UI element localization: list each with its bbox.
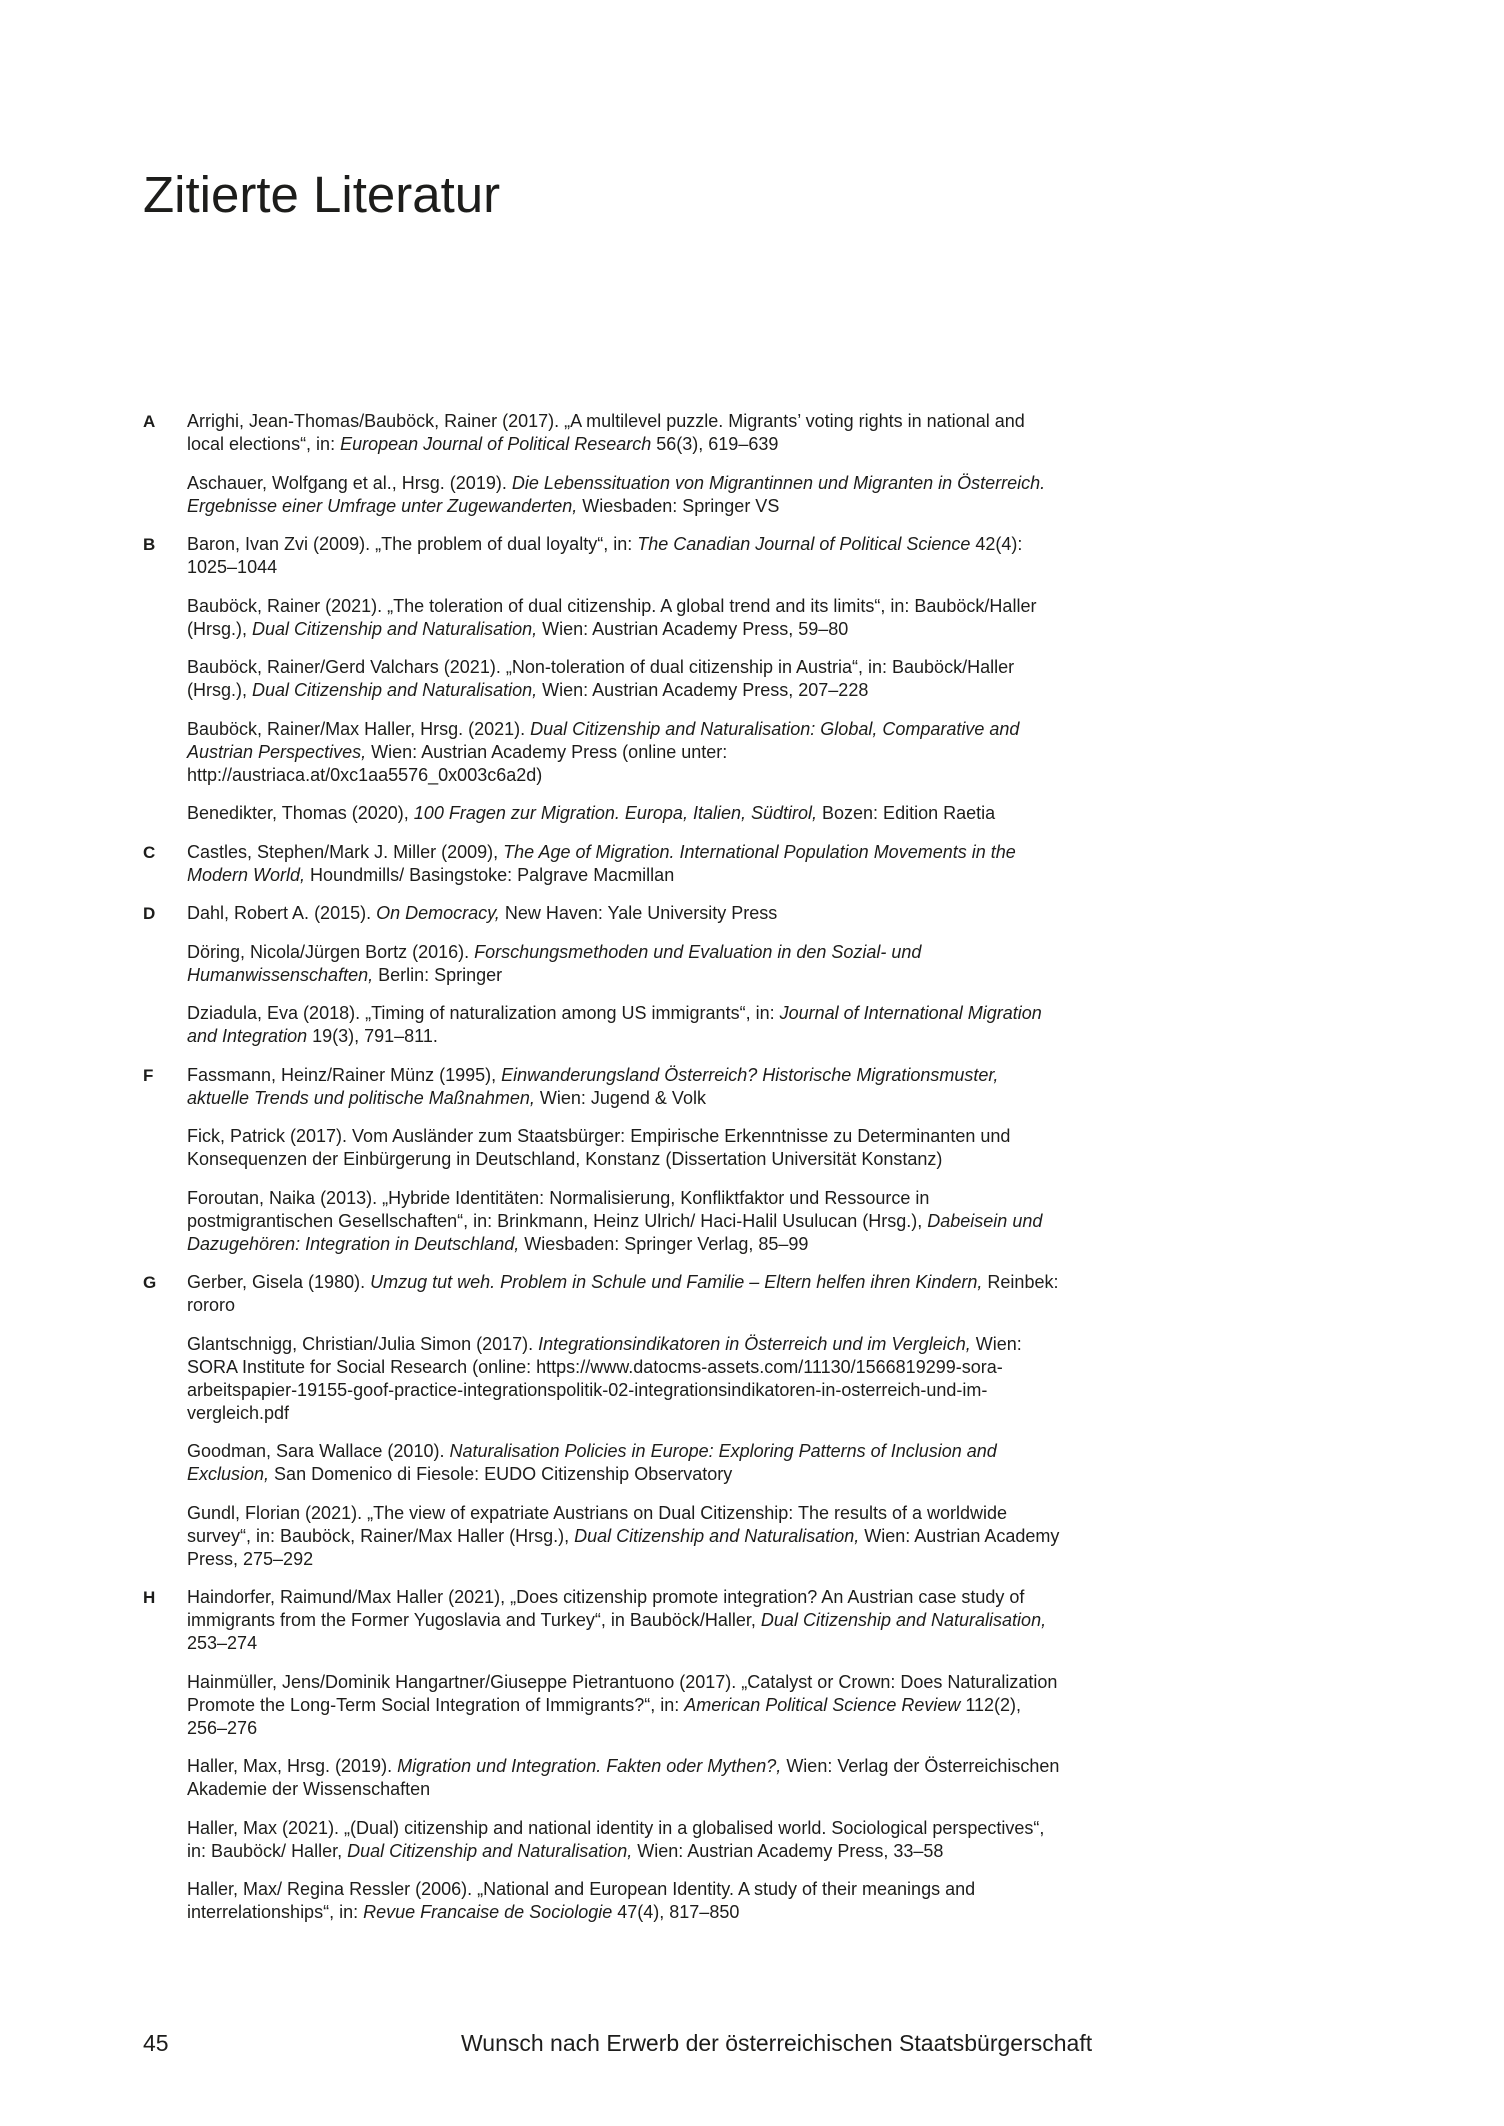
reference-entry: Bauböck, Rainer/Gerd Valchars (2021). „Non-toleration of dual citizenship in Austria“, in: Bauböck/Haller (Hrsg.), Dual Citizenship and Naturalisation, Wien: Austrian Academy Press, 207–228 xyxy=(187,657,1015,700)
alphabet-letter: D xyxy=(143,904,156,923)
reference-entry: F Fassmann, Heinz/Rainer Münz (1995), Einwanderungsland Österreich? Historische Migrationsmuster, aktuelle Trends und politische Maßnahmen, Wien: Jugend & Volk xyxy=(143,1064,999,1108)
reference-entry: A Arrighi, Jean-Thomas/Bauböck, Rainer (2017). „A multilevel puzzle. Migrants’ voting rights in national and local elections“, in: European Journal of Political Research 56(3), 619–639 xyxy=(143,411,1025,454)
page-number: 45 xyxy=(143,2030,169,2056)
reference-entry: D Dahl, Robert A. (2015). On Democracy, New Haven: Yale University Press xyxy=(143,903,778,923)
reference-list xyxy=(143,410,1063,1940)
alphabet-letter: C xyxy=(143,842,156,862)
reference-entry: Haller, Max (2021). „(Dual) citizenship and national identity in a globalised world. Sociological perspectives“, in: Bauböck/ Haller, Dual Citizenship and Naturalisation, Wien: Austrian Academy Press, 33–58 xyxy=(187,1817,1045,1861)
reference-entry: Haller, Max/ Regina Ressler (2006). „National and European Identity. A study of their meanings and interrelationships“, in: Revue Francaise de Sociologie 47(4), 817–850 xyxy=(187,1879,976,1922)
alphabet-letter: G xyxy=(143,1273,157,1292)
reference-entry: C Castles, Stephen/Mark J. Miller (2009), The Age of Migration. International Population Movements in the Modern World, Houndmills/ Basingstoke: Palgrave Macmillan xyxy=(143,841,1016,885)
page-title: Zitierte Literatur xyxy=(143,166,501,223)
reference-entry: Hainmüller, Jens/Dominik Hangartner/Giuseppe Pietrantuono (2017). „Catalyst or Crown: Does Naturalization Promote the Long-Term Social Integration of Immigrants?“, in: American Political Science Review 112(2), 256–276 xyxy=(187,1671,1058,1738)
reference-entry: Dziadula, Eva (2018). „Timing of naturalization among US immigrants“, in: Journal of International Migration and Integration 19(3), 791–811. xyxy=(187,1003,1042,1046)
reference-entry: Benedikter, Thomas (2020), 100 Fragen zur Migration. Europa, Italien, Südtirol, Bozen: Edition Raetia xyxy=(187,803,996,823)
reference-entry: Haller, Max, Hrsg. (2019). Migration und Integration. Fakten oder Mythen?, Wien: Verlag der Österreichischen Akademie der Wissenschaften xyxy=(187,1756,1060,1799)
reference-entry: Goodman, Sara Wallace (2010). Naturalisation Policies in Europe: Exploring Patterns of Inclusion and Exclusion, San Domenico di Fiesole: EUDO Citizenship Observatory xyxy=(187,1441,997,1484)
running-title: Wunsch nach Erwerb der österreichischen Staatsbürgerschaft xyxy=(461,2030,1093,2056)
reference-entry: Foroutan, Naika (2013). „Hybride Identitäten: Normalisierung, Konfliktfaktor und Ressource in postmigrantischen Gesellschaften“, in: Brinkmann, Heinz Ulrich/ Haci-Halil Usulucan (Hrsg.), Dabeisein und Dazugehören: Integration in Deutschland, Wiesbaden: Springer Verlag, 85–99 xyxy=(187,1187,1043,1254)
alphabet-letter: A xyxy=(143,412,156,431)
reference-entry: G Gerber, Gisela (1980). Umzug tut weh. Problem in Schule und Familie – Eltern helfen ihren Kindern, Reinbek: rororo xyxy=(143,1272,1059,1315)
reference-entry: Gundl, Florian (2021). „The view of expatriate Austrians on Dual Citizenship: The results of a worldwide survey“, in: Bauböck, Rainer/Max Haller (Hrsg.), Dual Citizenship and Naturalisation, Wien: Austrian Academy Press, 275–292 xyxy=(187,1502,1060,1569)
reference-entry: B Baron, Ivan Zvi (2009). „The problem of dual loyalty“, in: The Canadian Journal of Political Science 42(4): 1025–1044 xyxy=(143,534,1023,577)
reference-entry: Bauböck, Rainer (2021). „The toleration of dual citizenship. A global trend and its limits“, in: Bauböck/Haller (Hrsg.), Dual Citizenship and Naturalisation, Wien: Austrian Academy Press, 59–80 xyxy=(187,595,1037,639)
alphabet-letter: H xyxy=(143,1588,156,1607)
reference-entry: H Haindorfer, Raimund/Max Haller (2021), „Does citizenship promote integration? An Austrian case study of immigrants from the Former Yugoslavia and Turkey“, in Bauböck/Haller, Dual Citizenship and Naturalisation, 253–274 xyxy=(143,1587,1047,1653)
reference-entry: Bauböck, Rainer/Max Haller, Hrsg. (2021). Dual Citizenship and Naturalisation: Global, Comparative and Austrian Perspectives, Wien: Austrian Academy Press (online unter: http://austriaca.at/0xc1aa5576_0x003c6a2d) xyxy=(187,718,1020,785)
reference-entry: Döring, Nicola/Jürgen Bortz (2016). Forschungsmethoden und Evaluation in den Sozial- und Humanwissenschaften, Berlin: Springer xyxy=(187,941,922,985)
reference-entry: Aschauer, Wolfgang et al., Hrsg. (2019). Die Lebenssituation von Migrantinnen und Migranten in Österreich. Ergebnisse einer Umfrage unter Zugewanderten, Wiesbaden: Springer VS xyxy=(187,472,1046,516)
reference-entry: Fick, Patrick (2017). Vom Ausländer zum Staatsbürger: Empirische Erkenntnisse zu Determinanten und Konsequenzen der Einbürgerung in Deutschland, Konstanz (Dissertation Universität Konstanz) xyxy=(187,1126,1011,1169)
alphabet-letter: B xyxy=(143,535,156,554)
alphabet-letter: F xyxy=(143,1065,154,1085)
reference-entry: Glantschnigg, Christian/Julia Simon (2017). Integrationsindikatoren in Österreich und im Vergleich, Wien: SORA Institute for Social Research (online: https://www.datocms-assets.com/11130/1566819299-sora-arbeitspapier-19155-goof-practice-integrationspolitik-02-integrationsindikatoren-in-osterreich-und-im-vergleich.pdf xyxy=(187,1333,1022,1423)
